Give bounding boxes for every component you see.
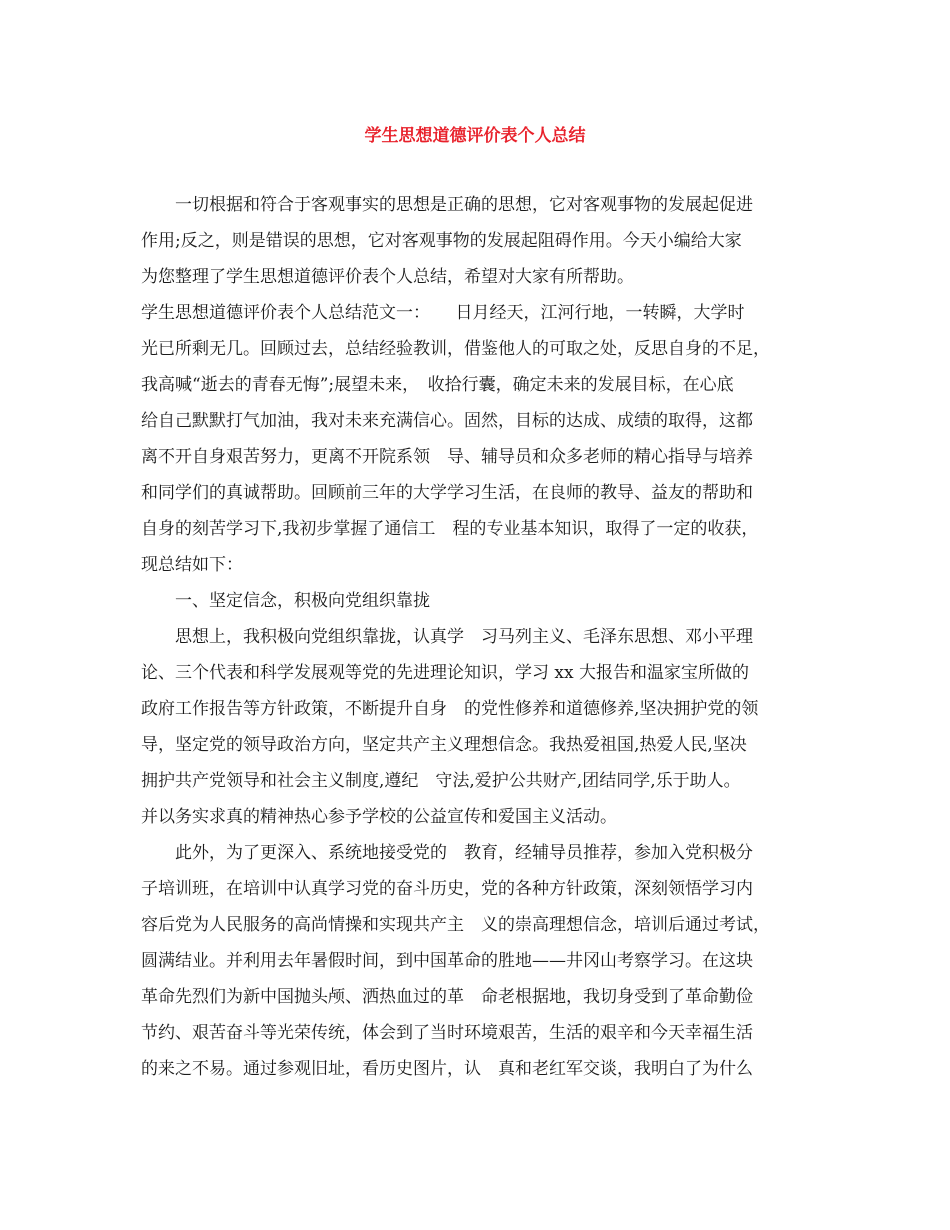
paragraph-line: 自身的刻苦学习下,我初步掌握了通信工 程的专业基本知识，取得了一定的收获， xyxy=(141,519,759,539)
paragraph-line: 政府工作报告等方针政策，不断提升自身 的党性修养和道德修养,坚决拥护党的领 xyxy=(141,699,759,719)
paragraph-line: 拥护共产党领导和社会主义制度,遵纪 守法,爱护公共财产,团结同学,乐于助人。 xyxy=(141,771,741,791)
paragraph-line: 学生思想道德评价表个人总结范文一： 日月经天，江河行地，一转瞬，大学时 xyxy=(141,303,745,323)
paragraph-line: 节约、艰苦奋斗等光荣传统，体会到了当时环境艰苦，生活的艰辛和今天幸福生活 xyxy=(141,1023,753,1043)
document-title: 学生思想道德评价表个人总结 xyxy=(364,126,586,146)
paragraph-line: 给自己默默打气加油，我对未来充满信心。固然，目标的达成、成绩的取得，这都 xyxy=(141,411,753,431)
paragraph-line: 为您整理了学生思想道德评价表个人总结，希望对大家有所帮助。 xyxy=(141,267,634,287)
paragraph-line: 子培训班，在培训中认真学习党的奋斗历史，党的各种方针政策，深刻领悟学习内 xyxy=(141,879,753,899)
paragraph-line: 论、三个代表和科学发展观等党的先进理论知识，学习 xx 大报告和温家宝所做的 xyxy=(141,663,749,683)
paragraph-line: 此外，为了更深入、系统地接受党的 教育，经辅导员推荐，参加入党积极分 xyxy=(175,843,753,863)
paragraph-line: 作用;反之，则是错误的思想，它对客观事物的发展起阻碍作用。今天小编给大家 xyxy=(141,231,742,251)
paragraph-line: 容后党为人民服务的高尚情操和实现共产主 义的崇高理想信念，培训后通过考试， xyxy=(141,915,770,935)
paragraph-line: 光已所剩无几。回顾过去，总结经验教训，借鉴他人的可取之处，反思自身的不足， xyxy=(141,339,770,359)
paragraph-line: 和同学们的真诚帮助。回顾前三年的大学学习生活，在良师的教导、益友的帮助和 xyxy=(141,483,753,503)
paragraph-line: 现总结如下： xyxy=(141,555,243,575)
paragraph-line: 并以务实求真的精神热心参予学校的公益宣传和爱国主义活动。 xyxy=(141,807,617,827)
paragraph-line: 革命先烈们为新中国抛头颅、洒热血过的革 命老根据地，我切身受到了革命勤俭 xyxy=(141,987,753,1007)
paragraph-line: 一切根据和符合于客观事实的思想是正确的思想，它对客观事物的发展起促进 xyxy=(175,195,753,215)
paragraph-line: 思想上，我积极向党组织靠拢，认真学 习马列主义、毛泽东思想、邓小平理 xyxy=(175,627,753,647)
paragraph-line: 我高喊“逝去的青春无悔”;展望未来， 收拾行囊，确定未来的发展目标，在心底 xyxy=(141,375,734,395)
paragraph-line: 圆满结业。并利用去年暑假时间，到中国革命的胜地——井冈山考察学习。在这块 xyxy=(141,951,753,971)
section-heading: 一、坚定信念，积极向党组织靠拢 xyxy=(175,591,430,611)
paragraph-line: 导，坚定党的领导政治方向，坚定共产主义理想信念。我热爱祖国,热爱人民,坚决 xyxy=(141,735,747,755)
paragraph-line: 离不开自身艰苦努力，更离不开院系领 导、辅导员和众多老师的精心指导与培养 xyxy=(141,447,753,467)
paragraph-line: 的来之不易。通过参观旧址，看历史图片，认 真和老红军交谈，我明白了为什么 xyxy=(141,1059,753,1079)
